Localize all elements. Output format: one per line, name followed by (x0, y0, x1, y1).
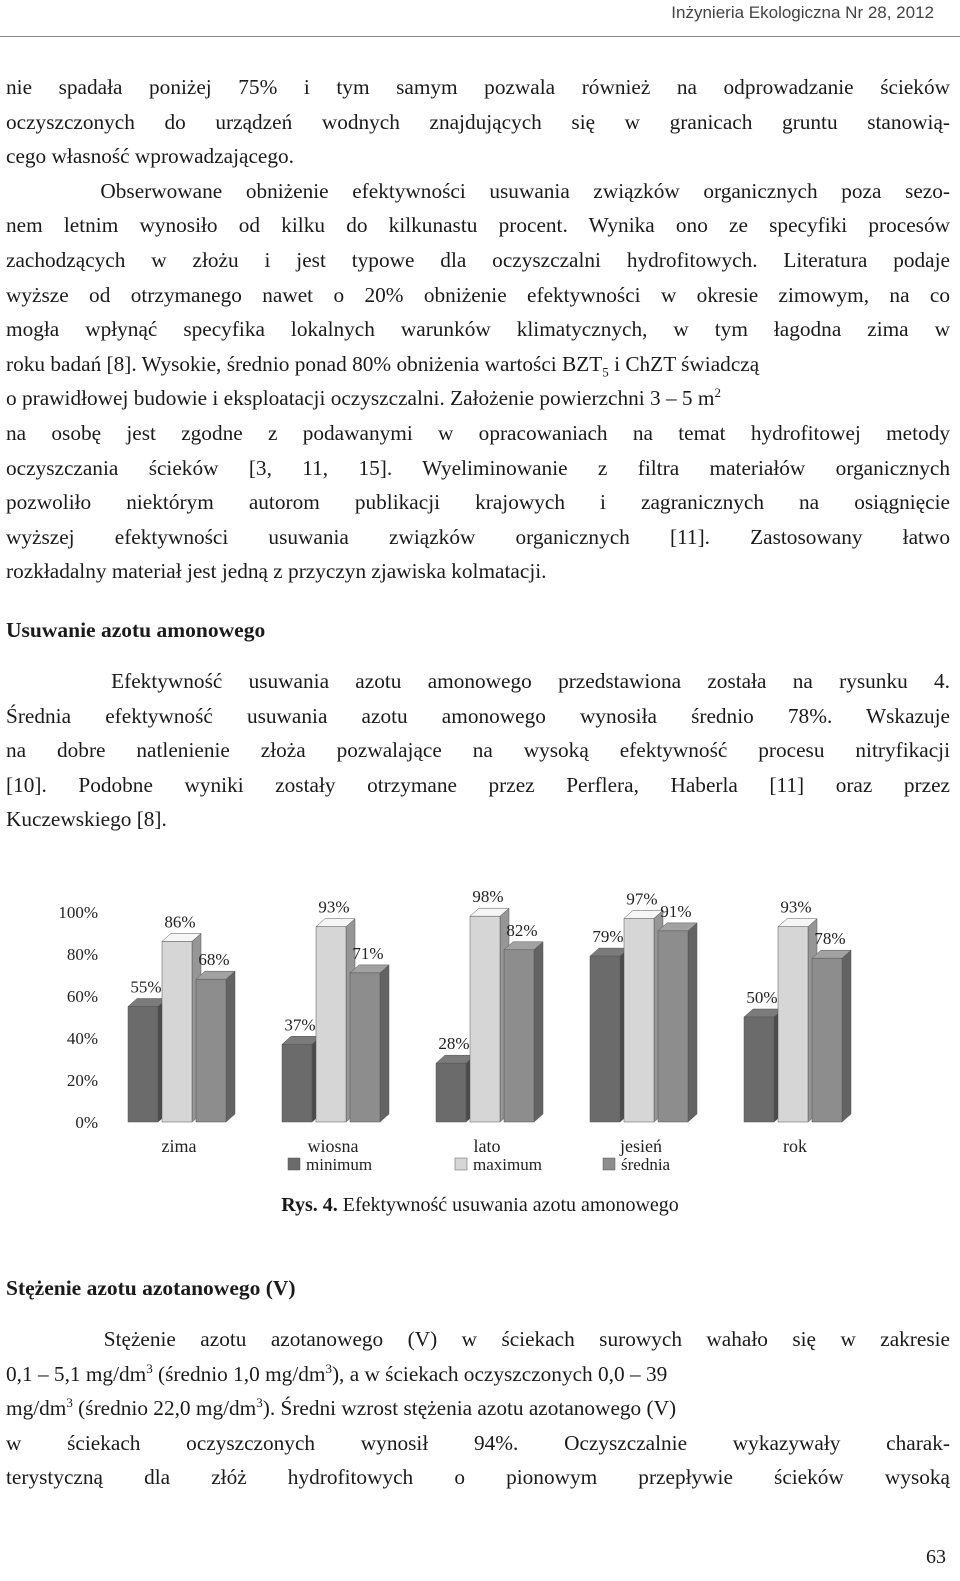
data-label: 37% (284, 1015, 316, 1035)
x-tick-label: jesień (620, 1136, 662, 1156)
text-fragment: (średnio 22,0 mg/dm (72, 1396, 257, 1421)
data-label: 86% (164, 912, 196, 932)
superscript: 3 (256, 1395, 263, 1411)
data-label: 97% (626, 889, 658, 909)
text-line: nie spadała poniżej 75% i tym samym pozwala również na odprowadzanie ścieków (6, 75, 950, 99)
page-number: 63 (926, 1546, 946, 1568)
text-line: rozkładalny materiał jest jedną z przyczyn zjawiska kolmatacji. (6, 559, 547, 584)
bar (436, 1063, 466, 1122)
bar (812, 958, 842, 1122)
text-line: na osobę jest zgodne z podawanymi w opracowaniach na temat hydrofitowej metody (6, 420, 950, 445)
data-label: 79% (592, 927, 624, 947)
superscript: 2 (714, 385, 721, 401)
text-line: Obserwowane obniżenie efektywności usuwania związków organicznych poza sezo- (6, 178, 950, 203)
text-line: na dobre natlenienie złoża pozwalające na wysoką efektywność procesu nitryfikacji (6, 738, 950, 763)
bar-side (226, 971, 235, 1122)
text-line: zachodzących w złożu i jest typowe dla oczyszczalni hydrofitowych. Literatura podaje (6, 247, 950, 272)
y-tick-label: 80% (66, 945, 98, 964)
data-label: 55% (130, 977, 162, 997)
text-line: cego własność wprowadzającego. (6, 144, 294, 169)
bar (744, 1017, 774, 1122)
section-heading-ammonium: Usuwanie azotu amonowego (6, 618, 266, 642)
superscript: 3 (146, 1360, 153, 1376)
text-line: wyższe od otrzymanego nawet o 20% obniżenie efektywności w okresie zimowym, na co (6, 282, 950, 307)
y-tick-label: 20% (66, 1071, 98, 1090)
text-fragment: ). Średni wzrost stężenia azotu azotanowego (V) (262, 1396, 677, 1421)
bar (128, 1007, 158, 1123)
x-tick-label: zima (161, 1136, 197, 1156)
text-line: Średnia efektywność usuwania azotu amonowego wynosiła średnio 78%. Wskazuje (6, 703, 950, 728)
text-line: pozwoliło niektórym autorom publikacji krajowych i zagranicznych na osiągnięcie (6, 490, 950, 515)
text-line: w ściekach oczyszczonych wynosił 94%. Oczyszczalnie wykazywały charak- (6, 1430, 950, 1455)
bar-side (380, 965, 389, 1122)
text-line (6, 347, 950, 382)
text-line: oczyszczania ścieków [3, 11, 15]. Wyeliminowanie z filtra materiałów organicznych (6, 455, 950, 480)
data-label: 78% (814, 929, 846, 949)
bar (590, 956, 620, 1122)
text-fragment: ), a w ściekach oczyszczonych 0,0 – 39 (331, 1361, 668, 1386)
figure-caption-text: Efektywność usuwania azotu amonowego (337, 1194, 679, 1216)
text-line: mogła wpłynąć specyfika lokalnych warunków klimatycznych, w tym łagodna zima w (6, 317, 950, 342)
data-label: 91% (660, 901, 692, 921)
data-label: 50% (746, 988, 778, 1007)
bar-side (842, 950, 851, 1122)
text-line (6, 381, 950, 416)
legend-swatch (288, 1158, 300, 1170)
bar (282, 1044, 312, 1122)
bar (658, 931, 688, 1122)
x-tick-label: lato (473, 1136, 501, 1156)
data-label: 28% (438, 1034, 470, 1054)
text-line: Kuczewskiego [8]. (6, 807, 167, 832)
text-fragment: roku badań [8]. Wysokie, średnio ponad 80% obniżenia wartości BZT (6, 351, 603, 376)
y-tick-label: 0% (75, 1113, 98, 1132)
paragraph-organic-removal (6, 70, 950, 589)
y-tick-label: 60% (66, 987, 98, 1006)
data-label: 93% (780, 897, 812, 917)
data-label: 93% (318, 897, 350, 917)
text-fragment: (średnio 1,0 mg/dm (152, 1361, 326, 1386)
superscript: 3 (325, 1360, 332, 1376)
legend-label: maximum (473, 1155, 542, 1174)
text-fragment: o prawidłowej budowie i eksploatacji oczyszczalni. Założenie powierzchni 3 – 5 m (6, 386, 715, 411)
section-heading-nitrate: Stężenie azotu azotanowego (V) (6, 1276, 296, 1300)
bar (196, 979, 226, 1122)
bar (350, 973, 380, 1122)
bar (504, 950, 534, 1122)
text-line (6, 1357, 950, 1392)
text-line: Efektywność usuwania azotu amonowego przedstawiona została na rysunku 4. (6, 669, 951, 693)
subscript: 5 (602, 364, 609, 379)
text-line: [10]. Podobne wyniki zostały otrzymane przez Perflera, Haberla [11] oraz przez (6, 772, 950, 797)
paragraph-ammonium (6, 664, 950, 837)
bar (316, 927, 346, 1122)
bar (470, 916, 500, 1122)
y-tick-label: 40% (66, 1029, 98, 1048)
bar (778, 927, 808, 1122)
bar (624, 918, 654, 1122)
bar-side (534, 942, 543, 1122)
text-line: wyższej efektywności usuwania związków organicznych [11]. Zastosowany łatwo (6, 524, 950, 549)
text-line: oczyszczonych do urządzeń wodnych znajdujących się w granicach gruntu stanowią- (6, 109, 950, 134)
data-label: 71% (352, 943, 384, 963)
x-tick-label: rok (783, 1136, 807, 1156)
legend-swatch (455, 1158, 467, 1170)
text-line: terystyczną dla złóż hydrofitowych o pionowym przepływie ścieków wysoką (6, 1465, 950, 1490)
text-line: nem letnim wynosiło od kilku do kilkunastu procent. Wynika ono ze specyfiki procesów (6, 213, 950, 238)
data-label: 68% (198, 950, 230, 970)
ammonium-removal-chart (30, 872, 910, 1182)
data-label: 98% (472, 887, 504, 907)
paragraph-nitrate (6, 1322, 950, 1495)
legend-swatch (603, 1158, 615, 1170)
header-rule (0, 36, 960, 37)
figure-label: Rys. 4. (281, 1194, 338, 1216)
text-fragment: mg/dm (6, 1396, 67, 1421)
legend-label: średnia (621, 1155, 671, 1174)
superscript: 3 (66, 1395, 73, 1411)
text-line (6, 1391, 950, 1426)
text-fragment: 0,1 – 5,1 mg/dm (6, 1361, 147, 1386)
journal-header: Inżynieria Ekologiczna Nr 28, 2012 (671, 3, 934, 22)
figure-caption (0, 1194, 960, 1217)
text-fragment: i ChZT świadczą (608, 351, 760, 376)
text-line: Stężenie azotu azotanowego (V) w ściekach surowych wahało się w zakresie (6, 1327, 951, 1351)
legend-label: minimum (306, 1155, 373, 1174)
y-tick-label: 100% (58, 903, 98, 922)
x-tick-label: wiosna (307, 1136, 359, 1156)
bar (162, 941, 192, 1122)
data-label: 82% (506, 920, 538, 940)
bar-side (688, 923, 697, 1122)
